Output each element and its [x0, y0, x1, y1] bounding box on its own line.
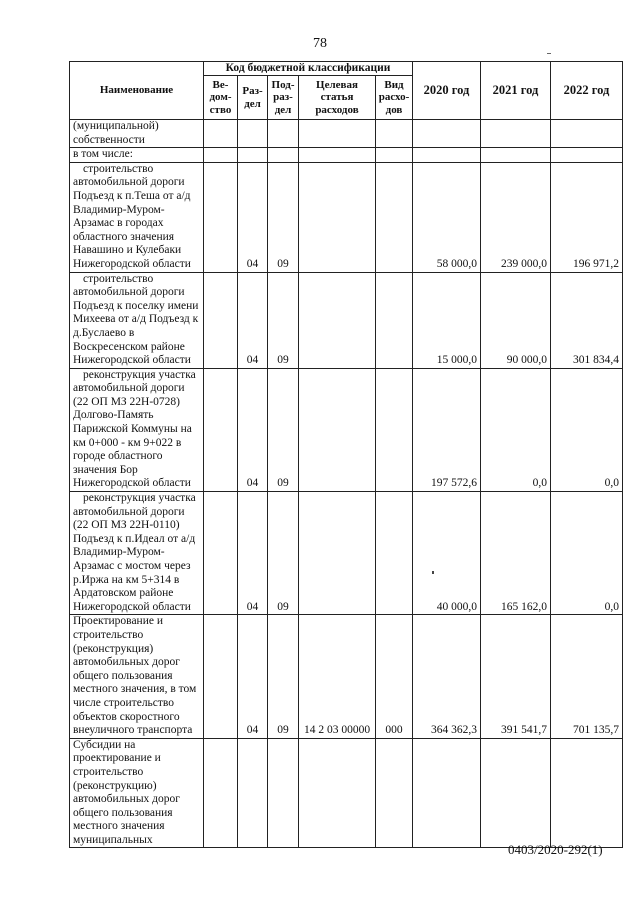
- col-header-name: Наименование: [70, 62, 204, 120]
- cell-name: Проектирование и строительство (реконструкция) автомобильных дорог общего пользования местного значения, в том числе строительство объектов скоростного внеуличного транспорта: [70, 615, 204, 738]
- page-number: 78: [313, 36, 327, 51]
- cell-vid: [376, 368, 413, 491]
- cell-vid: [376, 272, 413, 368]
- cell-2020: [413, 120, 481, 148]
- cell-2021: 165 162,0: [481, 492, 551, 615]
- col-header-2021: 2021 год: [481, 62, 551, 120]
- table-row: [70, 120, 623, 148]
- cell-celevaya: [299, 120, 376, 148]
- cell-2022: [551, 120, 623, 148]
- table-row: [70, 492, 623, 615]
- cell-2022: 0,0: [551, 368, 623, 491]
- cell-celevaya: [299, 148, 376, 163]
- cell-podrazdel: [268, 120, 299, 148]
- col-header-podrazdel: Под- раз- дел: [268, 76, 299, 120]
- cell-vedomstvo: [204, 615, 238, 738]
- cell-2020: 58 000,0: [413, 162, 481, 272]
- cell-2020: 40 000,0: [413, 492, 481, 615]
- cell-vedomstvo: [204, 148, 238, 163]
- cell-2021: 0,0: [481, 368, 551, 491]
- table-row: [70, 738, 623, 848]
- cell-2020: 15 000,0: [413, 272, 481, 368]
- col-header-2022: 2022 год: [551, 62, 623, 120]
- cell-name: Субсидии на проектирование и строительство (реконструкцию) автомобильных дорог общего пользования местного значения муниципальных: [70, 738, 204, 848]
- cell-2020: 364 362,3: [413, 615, 481, 738]
- cell-celevaya: [299, 492, 376, 615]
- table-row: [70, 615, 623, 738]
- cell-celevaya: [299, 162, 376, 272]
- cell-vedomstvo: [204, 368, 238, 491]
- cell-2022: [551, 738, 623, 848]
- cell-name: в том числе:: [70, 148, 204, 163]
- cell-celevaya: [299, 738, 376, 848]
- cell-podrazdel: 09: [268, 615, 299, 738]
- cell-podrazdel: 09: [268, 162, 299, 272]
- cell-2022: 301 834,4: [551, 272, 623, 368]
- cell-podrazdel: 09: [268, 272, 299, 368]
- cell-vid: [376, 120, 413, 148]
- cell-razdel: [238, 738, 268, 848]
- table-row: [70, 162, 623, 272]
- document-code: 0403/2020-292(1): [508, 842, 603, 857]
- cell-vid: [376, 148, 413, 163]
- cell-2022: 196 971,2: [551, 162, 623, 272]
- cell-vedomstvo: [204, 162, 238, 272]
- table-row: [70, 148, 623, 163]
- cell-vedomstvo: [204, 120, 238, 148]
- cell-2021: 239 000,0: [481, 162, 551, 272]
- cell-2020: 197 572,6: [413, 368, 481, 491]
- cell-vid: [376, 162, 413, 272]
- cell-celevaya: [299, 368, 376, 491]
- col-header-razdel: Раз- дел: [238, 76, 268, 120]
- col-header-vid: Вид расхо- дов: [376, 76, 413, 120]
- col-header-2020: 2020 год: [413, 62, 481, 120]
- table-row: [70, 368, 623, 491]
- cell-razdel: 04: [238, 492, 268, 615]
- cell-razdel: 04: [238, 272, 268, 368]
- cell-podrazdel: 09: [268, 368, 299, 491]
- cell-name: строительство автомобильной дороги Подъезд к поселку имени Михеева от а/д Подъезд к д.Буслаево в Воскресенском районе Нижегородской области: [70, 272, 204, 368]
- cell-vedomstvo: [204, 492, 238, 615]
- col-header-vedomstvo: Ве- дом- ство: [204, 76, 238, 120]
- cell-vedomstvo: [204, 738, 238, 848]
- cell-razdel: 04: [238, 162, 268, 272]
- cell-podrazdel: [268, 148, 299, 163]
- cell-name: реконструкция участка автомобильной дороги (22 ОП МЗ 22Н-0110) Подъезд к п.Идеал от а/д Владимир-Муром- Арзамас с мостом через р.Иржа на км 5+314 в Ардатовском районе Нижегородской области: [70, 492, 204, 615]
- cell-name: (муниципальной) собственности: [70, 120, 204, 148]
- cell-2020: [413, 738, 481, 848]
- cell-name: реконструкция участка автомобильной дороги (22 ОП МЗ 22Н-0728) Долгово-Память Парижской Коммуны на км 0+000 - км 9+022 в городе областного значения Бор Нижегородской области: [70, 368, 204, 491]
- budget-table: [69, 61, 623, 848]
- cell-name: строительство автомобильной дороги Подъезд к п.Теша от а/д Владимир-Муром- Арзамас в городах областного значения Навашино и Кулебаки Нижегородской области: [70, 162, 204, 272]
- cell-2022: 0,0: [551, 492, 623, 615]
- header-row-1: [70, 62, 623, 76]
- cell-vid: [376, 492, 413, 615]
- cell-vid: 000: [376, 615, 413, 738]
- scan-mark: [547, 53, 551, 54]
- cell-2022: [551, 148, 623, 163]
- cell-2021: 90 000,0: [481, 272, 551, 368]
- col-header-bk-group: Код бюджетной классификации: [204, 62, 413, 76]
- cell-podrazdel: 09: [268, 492, 299, 615]
- cell-2021: [481, 738, 551, 848]
- cell-2020: [413, 148, 481, 163]
- table-body: [70, 120, 623, 848]
- cell-podrazdel: [268, 738, 299, 848]
- cell-2022: 701 135,7: [551, 615, 623, 738]
- cell-razdel: [238, 148, 268, 163]
- cell-2021: 391 541,7: [481, 615, 551, 738]
- cell-celevaya: [299, 272, 376, 368]
- cell-2021: [481, 120, 551, 148]
- col-header-celevaya: Целевая статья расходов: [299, 76, 376, 120]
- cell-2021: [481, 148, 551, 163]
- cell-razdel: [238, 120, 268, 148]
- cell-vid: [376, 738, 413, 848]
- table-row: [70, 272, 623, 368]
- cell-vedomstvo: [204, 272, 238, 368]
- cell-celevaya: 14 2 03 00000: [299, 615, 376, 738]
- cell-razdel: 04: [238, 368, 268, 491]
- cell-razdel: 04: [238, 615, 268, 738]
